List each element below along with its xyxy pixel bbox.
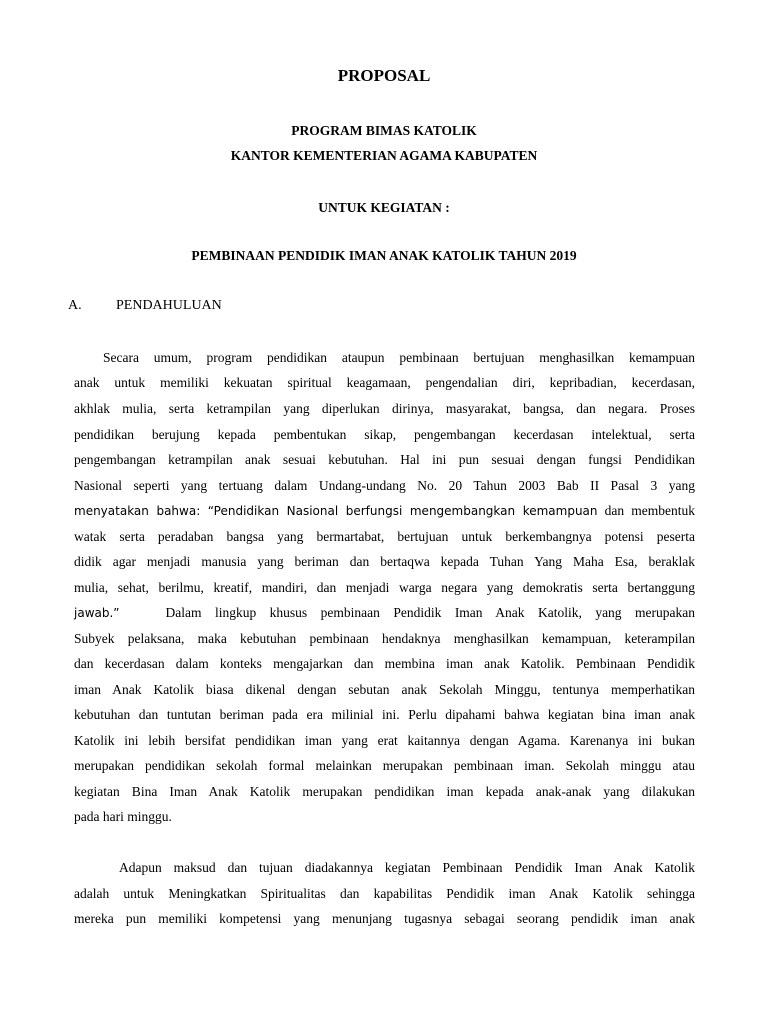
- quote-end: jawab.”: [74, 606, 120, 620]
- paragraph-line: adalah untuk Meningkatkan Spiritualitas dan kapabilitas Pendidik iman Anak Katolik sehingga: [74, 886, 695, 901]
- paragraph-line: pendidikan berujung kepada pembentukan sikap, pengembangan kecerdasan intelektual, serta: [74, 427, 695, 442]
- paragraph-line: merupakan pendidikan sekolah formal melainkan merupakan pembinaan iman. Sekolah minggu atau: [74, 758, 695, 773]
- quote-start: menyatakan bahwa: “Pendidikan Nasional berfungsi mengembangkan kemampuan: [74, 504, 598, 518]
- subtitle-office: KANTOR KEMENTERIAN AGAMA KABUPATEN: [230, 148, 538, 163]
- paragraph-line: watak serta peradaban bangsa yang bermartabat, bertujuan untuk berkembangnya potensi peserta: [74, 529, 695, 544]
- paragraph-line: Nasional seperti yang tertuang dalam Undang-undang No. 20 Tahun 2003 Bab II Pasal 3 yang: [74, 478, 695, 493]
- paragraph-line: pada hari minggu.: [74, 809, 172, 824]
- paragraph-line: mereka pun memiliki kompetensi yang menunjang tugasnya sebagai seorang pendidik iman anak: [74, 911, 695, 926]
- section-number: A.: [68, 298, 82, 313]
- paragraph-line: iman Anak Katolik biasa dikenal dengan sebutan anak Sekolah Minggu, tentunya memperhatikan: [74, 682, 695, 697]
- paragraph-line: didik agar menjadi manusia yang beriman dan bertaqwa kepada Tuhan Yang Maha Esa, beraklak: [74, 554, 695, 569]
- paragraph-line: Secara umum, program pendidikan ataupun pembinaan bertujuan menghasilkan kemampuan: [103, 350, 695, 365]
- section-title: PENDAHULUAN: [116, 298, 222, 313]
- paragraph-line-quote-end: [74, 604, 695, 622]
- paragraph-line: kegiatan Bina Iman Anak Katolik merupakan pendidikan iman kepada anak-anak yang dilakukan: [74, 784, 695, 799]
- section-heading: [68, 298, 222, 314]
- quote-continue: dan membentuk: [604, 503, 695, 518]
- activity-label: UNTUK KEGIATAN :: [318, 200, 450, 215]
- document-title: PROPOSAL: [337, 66, 431, 85]
- subtitle-program: PROGRAM BIMAS KATOLIK: [291, 123, 477, 138]
- paragraph-line: pengembangan ketrampilan anak sesuai kebutuhan. Hal ini pun sesuai dengan fungsi Pendidikan: [74, 452, 695, 467]
- paragraph-line: Adapun maksud dan tujuan diadakannya kegiatan Pembinaan Pendidik Iman Anak Katolik: [119, 860, 695, 875]
- paragraph-line: dan kecerdasan dalam konteks mengajarkan dan membina iman anak Katolik. Pembinaan Pendidik: [74, 656, 695, 671]
- paragraph-line-quote: [74, 502, 695, 520]
- paragraph-continue: Dalam lingkup khusus pembinaan Pendidik Iman Anak Katolik, yang merupakan: [165, 605, 695, 620]
- paragraph-line: Subyek pelaksana, maka kebutuhan pembinaan hendaknya menghasilkan kemampuan, keterampilan: [74, 631, 695, 646]
- paragraph-line: akhlak mulia, serta ketrampilan yang diperlukan dirinya, masyarakat, bangsa, dan negara. Proses: [74, 401, 695, 416]
- activity-name: PEMBINAAN PENDIDIK IMAN ANAK KATOLIK TAHUN 2019: [191, 248, 577, 263]
- paragraph-line: anak untuk memiliki kekuatan spiritual keagamaan, pengendalian diri, kepribadian, kecerdasan,: [74, 375, 695, 390]
- paragraph-line: mulia, sehat, berilmu, kreatif, mandiri, dan menjadi warga negara yang demokratis serta bertanggung: [74, 580, 695, 595]
- paragraph-line: Katolik ini lebih bersifat pendidikan iman yang erat kaitannya dengan Agama. Karenanya ini bukan: [74, 733, 695, 748]
- paragraph-line: kebutuhan dan tuntutan beriman pada era milinial ini. Perlu dipahami bahwa kegiatan bina iman anak: [74, 707, 695, 722]
